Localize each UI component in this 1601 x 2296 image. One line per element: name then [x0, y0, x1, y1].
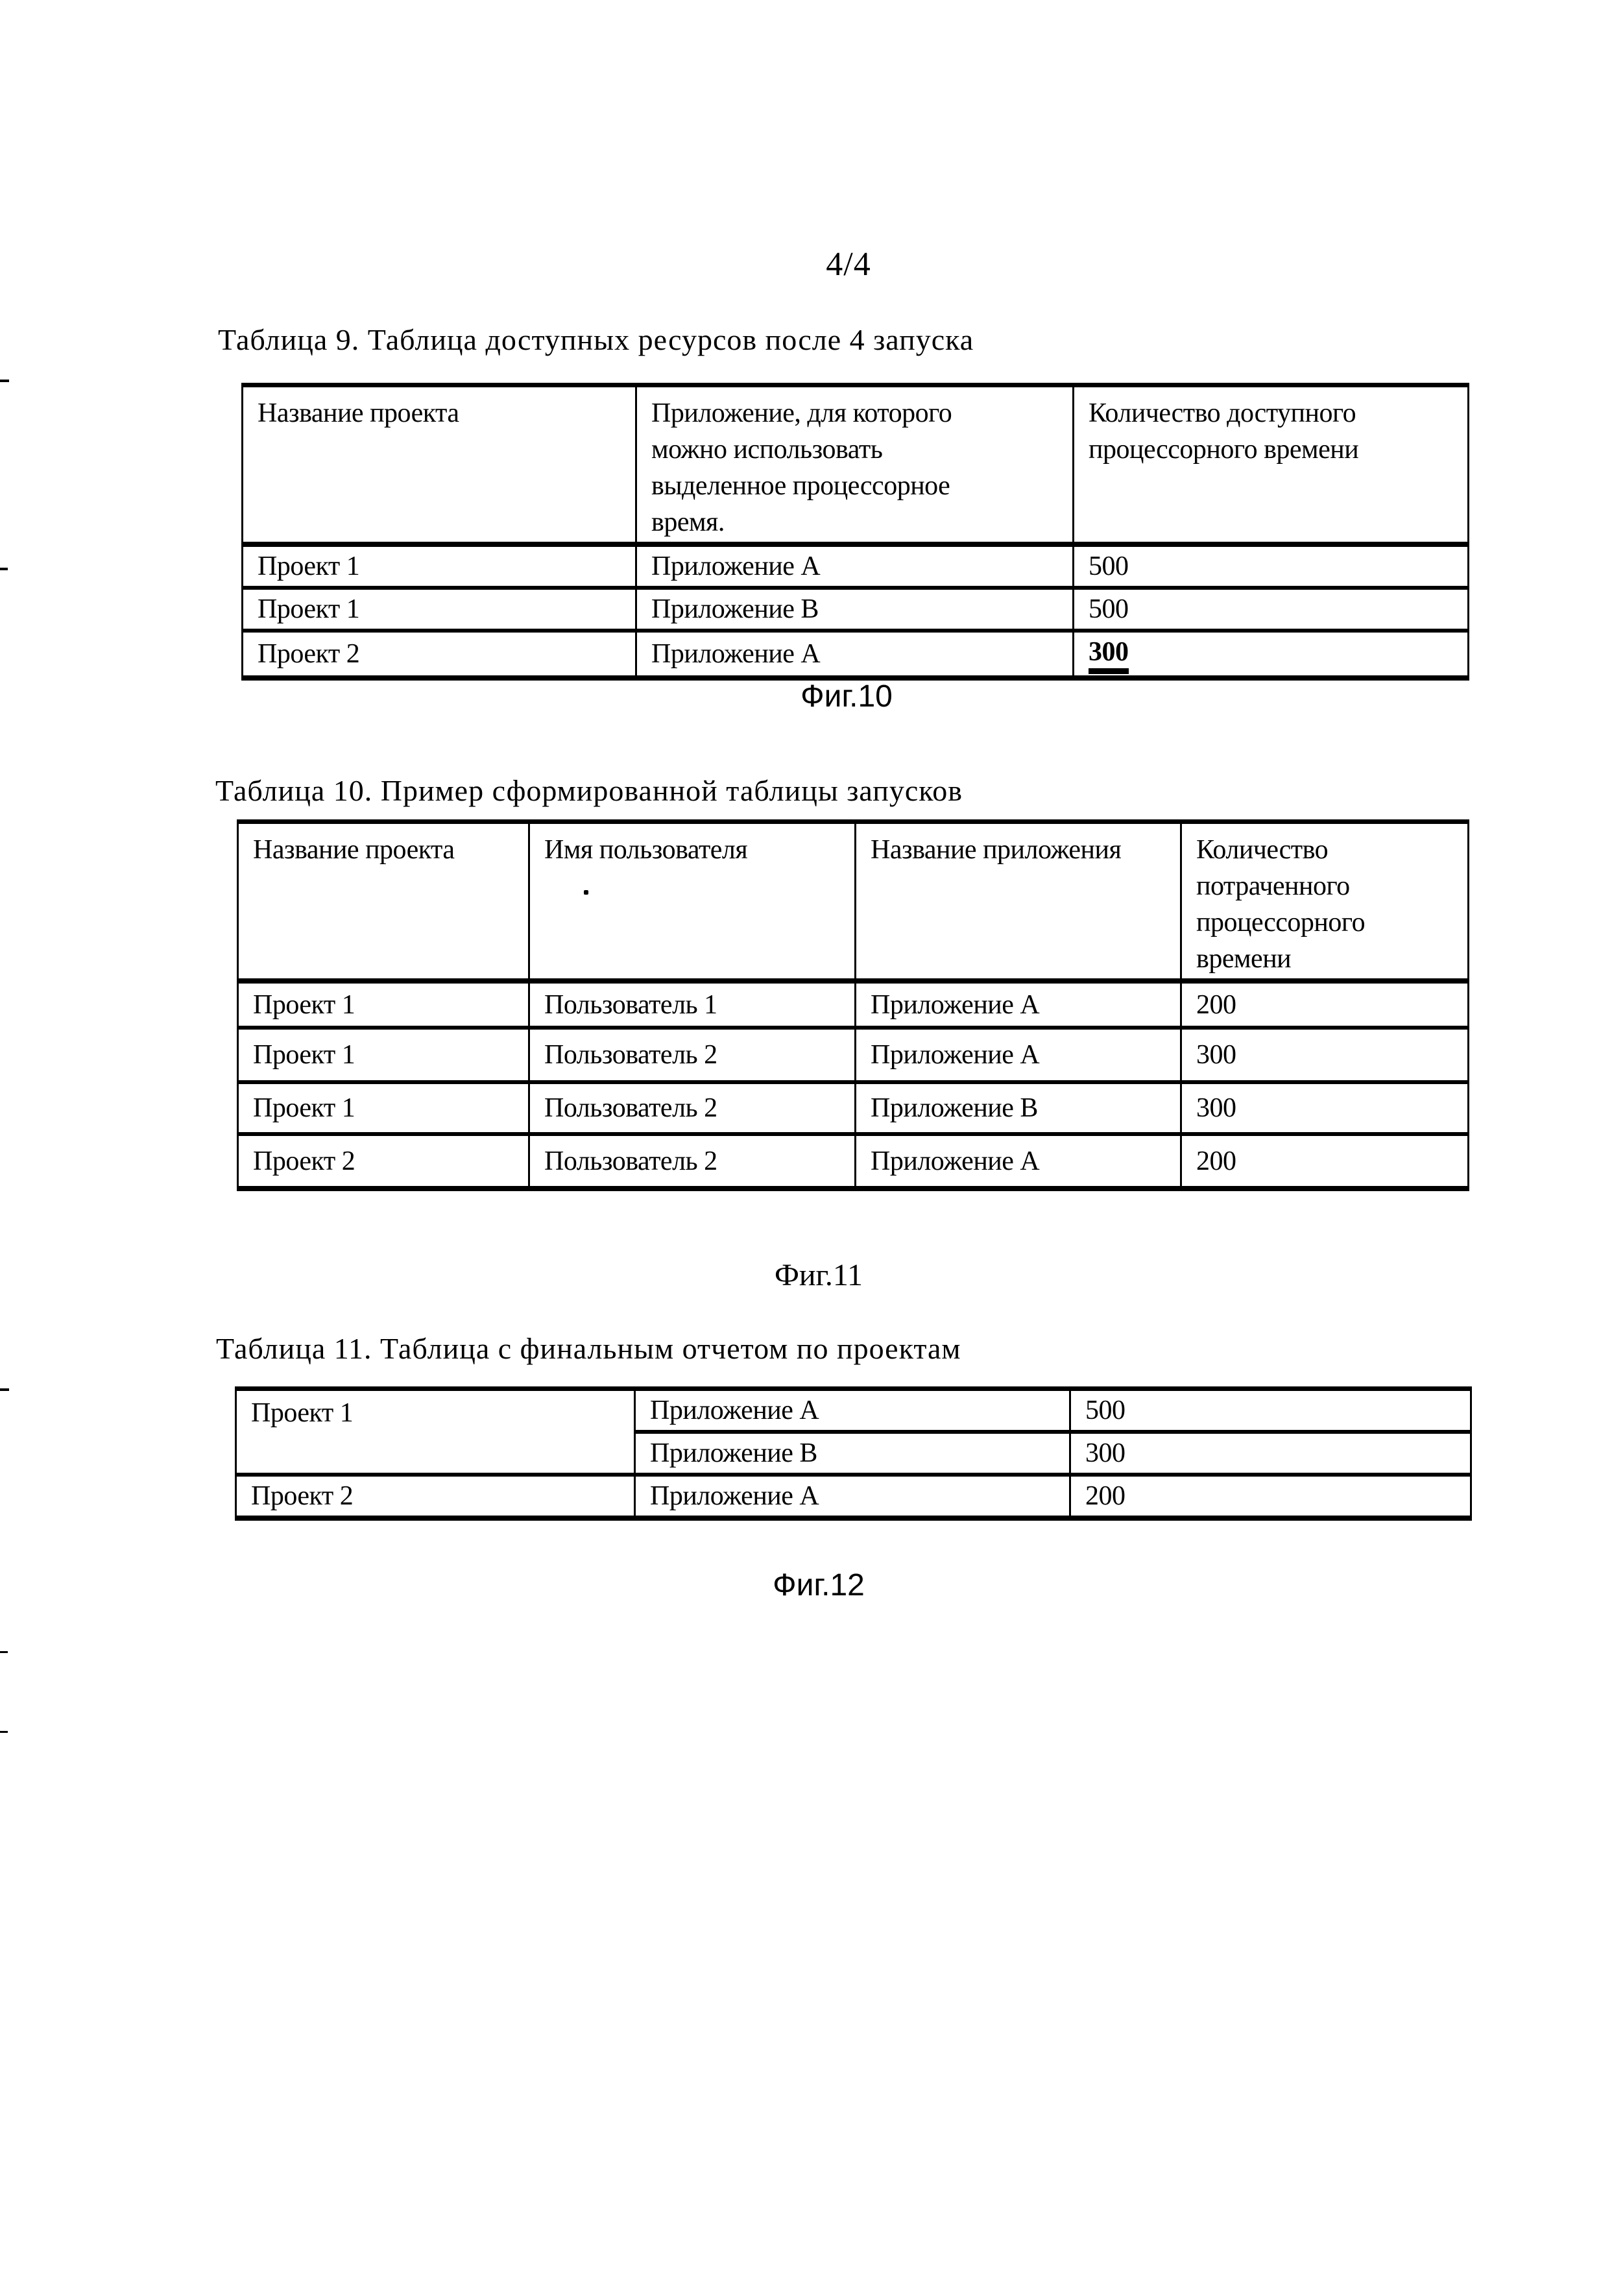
header-cell: Название приложения	[856, 822, 1181, 982]
table11-final-report	[235, 1386, 1472, 1521]
data-cell: Приложение А	[856, 1028, 1181, 1082]
data-cell: Проект 1	[243, 588, 636, 631]
data-cell: 500	[1074, 588, 1469, 631]
table-header-row	[238, 822, 1469, 982]
data-cell: 200	[1070, 1475, 1471, 1518]
data-cell: Пользователь 2	[529, 1028, 856, 1082]
data-cell: Пользователь 2	[529, 1134, 856, 1189]
table10-launches	[237, 819, 1469, 1191]
data-cell: Приложение А	[856, 1134, 1181, 1189]
page-number: 4/4	[826, 246, 871, 283]
data-cell: Проект 1	[238, 981, 529, 1028]
data-cell: 300	[1070, 1432, 1471, 1475]
scan-artifact-dot	[584, 890, 588, 895]
data-cell: Проект 2	[236, 1475, 635, 1518]
table11-caption: Таблица 11. Таблица с финальным отчетом по проектам	[216, 1332, 961, 1365]
data-cell: Проект 2	[243, 631, 636, 678]
data-cell: 500	[1070, 1389, 1471, 1432]
data-cell: Приложение В	[636, 588, 1074, 631]
table-row	[243, 544, 1469, 588]
header-cell: Название проекта	[243, 385, 636, 545]
table-row	[243, 631, 1469, 678]
data-cell: 300	[1181, 1028, 1469, 1082]
data-cell: Приложение В	[635, 1432, 1070, 1475]
data-cell: Приложение А	[636, 544, 1074, 588]
table-row	[236, 1475, 1471, 1518]
data-table	[241, 383, 1469, 681]
data-cell: Приложение В	[856, 1082, 1181, 1134]
header-cell: Название проекта	[238, 822, 529, 982]
fig12-label: Фиг.12	[773, 1568, 865, 1602]
header-cell: Имя пользователя	[529, 822, 856, 982]
data-cell: Приложение А	[635, 1475, 1070, 1518]
emphasized-value: 300	[1089, 637, 1129, 674]
scan-artifact	[0, 568, 8, 570]
scan-artifact	[0, 380, 9, 382]
header-cell: Количество потраченного процессорного времени	[1181, 822, 1469, 982]
data-cell: Проект 2	[238, 1134, 529, 1189]
header-cell: Приложение, для которого можно использовать выделенное процессорное время.	[636, 385, 1074, 545]
table-header-row	[243, 385, 1469, 545]
data-cell: Приложение А	[856, 981, 1181, 1028]
fig10-label: Фиг.10	[800, 679, 893, 714]
data-cell: 300	[1181, 1082, 1469, 1134]
fig11-label: Фиг.11	[774, 1258, 863, 1292]
data-cell: Проект 1	[243, 544, 636, 588]
table-row	[238, 1028, 1469, 1082]
header-cell: Количество доступного процессорного времени	[1074, 385, 1469, 545]
data-cell: 500	[1074, 544, 1469, 588]
data-cell: Пользователь 2	[529, 1082, 856, 1134]
table-row	[238, 981, 1469, 1028]
data-cell: 200	[1181, 1134, 1469, 1189]
scan-artifact	[0, 1731, 8, 1733]
table-row	[243, 588, 1469, 631]
data-table	[235, 1386, 1472, 1521]
data-table	[237, 819, 1469, 1191]
table-row	[238, 1082, 1469, 1134]
table-row	[236, 1389, 1471, 1432]
data-cell	[1074, 631, 1469, 678]
data-cell: Проект 1	[238, 1082, 529, 1134]
data-cell: Проект 1	[236, 1389, 635, 1475]
scan-artifact	[0, 1388, 9, 1391]
data-cell: Приложение А	[636, 631, 1074, 678]
table9-caption: Таблица 9. Таблица доступных ресурсов после 4 запуска	[218, 323, 974, 356]
table-row	[238, 1134, 1469, 1189]
data-cell: Приложение А	[635, 1389, 1070, 1432]
data-cell: 200	[1181, 981, 1469, 1028]
table9-available-resources	[241, 383, 1469, 681]
data-cell: Пользователь 1	[529, 981, 856, 1028]
data-cell: Проект 1	[238, 1028, 529, 1082]
scan-artifact	[0, 1651, 8, 1653]
table10-caption: Таблица 10. Пример сформированной таблицы запусков	[215, 774, 963, 807]
